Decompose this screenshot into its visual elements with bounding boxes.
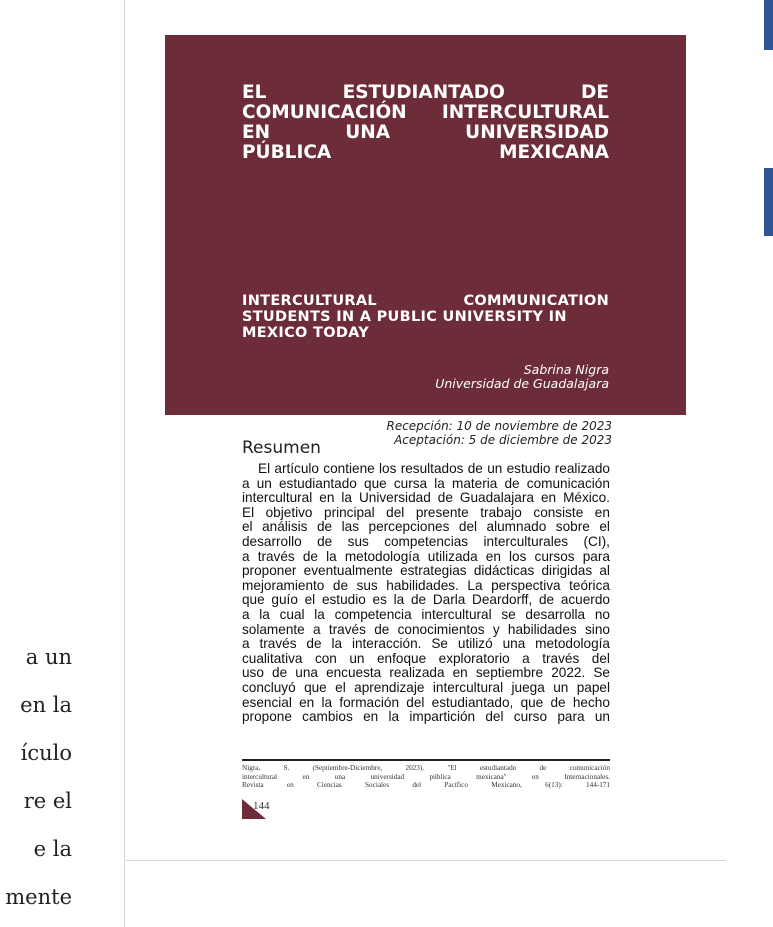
thumbnail-tab-1[interactable] <box>764 0 773 50</box>
abstract-line: solamente a través de conocimientos y habilidades sino <box>242 621 610 637</box>
title-es-line <box>242 103 609 123</box>
abstract-line: cualitativa con un enfoque exploratorio a través del <box>242 650 610 666</box>
abstract-line: que guío el estudio es la de Darla Deardorff, de acuerdo <box>242 592 610 608</box>
article-page <box>165 35 686 825</box>
left-fragment-line: mente <box>5 885 72 909</box>
title-en-line-word: STUDENTS IN A PUBLIC UNIVERSITY IN <box>242 309 567 325</box>
citation-rule <box>242 759 610 761</box>
abstract-line: desarrollo de sus competencias interculturales (CI), <box>242 533 610 549</box>
title-en-line <box>242 293 609 309</box>
citation <box>242 764 610 790</box>
title-es-line <box>242 123 609 143</box>
abstract-line: proponer eventualmente estrategias didácticas dirigidas al <box>242 563 610 579</box>
left-fragment-line: en la <box>20 693 72 717</box>
title-es-line-word: UNA <box>345 122 391 143</box>
abstract-line: a través de la interacción. Se utilizó una metodología <box>242 636 610 652</box>
title-es-line <box>242 143 609 163</box>
title-en-line <box>242 325 609 341</box>
title-en-line-word: COMMUNICATION <box>463 293 609 309</box>
left-fragment-line: ículo <box>20 741 72 765</box>
abstract-line: esencial en la formación del estudiantado, que de hecho <box>242 694 610 710</box>
citation-line: Nigra, S. (Septiembre-Diciembre, 2023). "El estudiantado de comunicación <box>242 764 610 772</box>
title-en-line <box>242 309 609 325</box>
title-es-line-word: MEXICANA <box>499 142 609 163</box>
reception-date: Recepción: 10 de noviembre de 2023 <box>386 419 612 433</box>
thumbnail-tab-2[interactable] <box>764 168 773 236</box>
title-es-line-word: UNIVERSIDAD <box>465 122 609 143</box>
title-es-line-word: DE <box>580 82 609 103</box>
title-es-line <box>242 83 609 103</box>
citation-line: Revista en Ciencias Sociales del Pacífico Mexicano, 6(13): 144-171 <box>242 781 610 789</box>
author-name: Sabrina Nigra <box>523 362 609 377</box>
title-english <box>242 293 609 341</box>
abstract-line: el análisis de las percepciones del alumnado sobre el <box>242 519 610 535</box>
page-number: 144 <box>253 800 270 812</box>
left-fragment-line: e la <box>33 837 72 861</box>
vertical-divider <box>124 0 125 927</box>
abstract-line: mejoramiento de sus habilidades. La perspectiva teórica <box>242 577 610 593</box>
abstract-line: El objetivo principal del presente trabajo consiste en <box>242 504 610 520</box>
dates-block <box>386 419 612 447</box>
abstract-heading: Resumen <box>242 438 321 458</box>
abstract-line: a un estudiantado que cursa la materia de comunicación <box>242 475 610 491</box>
author-affiliation: Universidad de Guadalajara <box>435 376 609 391</box>
acceptance-date: Aceptación: 5 de diciembre de 2023 <box>394 433 612 447</box>
abstract-line: concluyó que el aprendizaje intercultural juega un papel <box>242 679 610 695</box>
abstract-line: a la cual la competencia intercultural se desarrolla no <box>242 606 610 622</box>
title-es-line-word: INTERCULTURAL <box>441 102 609 123</box>
title-banner <box>165 35 686 415</box>
abstract-line: propone cambios en la impartición del curso para un <box>242 709 610 725</box>
abstract-line: a través de la metodología utilizada en los cursos para <box>242 548 610 564</box>
left-fragment-line: re el <box>23 789 72 813</box>
abstract-body <box>242 462 610 725</box>
title-es-line-word: EN <box>242 122 271 143</box>
abstract-line: intercultural en la Universidad de Guadalajara en México. <box>242 490 610 506</box>
title-spanish <box>242 83 609 163</box>
horizontal-divider <box>126 860 726 861</box>
title-es-line-word: EL <box>242 82 267 103</box>
left-fragment-line: a un <box>25 645 72 669</box>
title-en-line-word: INTERCULTURAL <box>242 293 377 309</box>
title-es-line-word: COMUNICACIÓN <box>242 102 407 123</box>
abstract-line: uso de una encuesta realizada en septiembre 2022. Se <box>242 665 610 681</box>
abstract-line: El artículo contiene los resultados de un estudio realizado <box>258 461 610 476</box>
citation-line: intercultural en una universidad pública mexicana" en Internacionales. <box>242 772 610 781</box>
title-en-line-word: MEXICO TODAY <box>242 325 370 341</box>
author-block <box>435 363 609 391</box>
title-es-line-word: ESTUDIANTADO <box>342 82 505 103</box>
title-es-line-word: PÚBLICA <box>242 142 332 163</box>
